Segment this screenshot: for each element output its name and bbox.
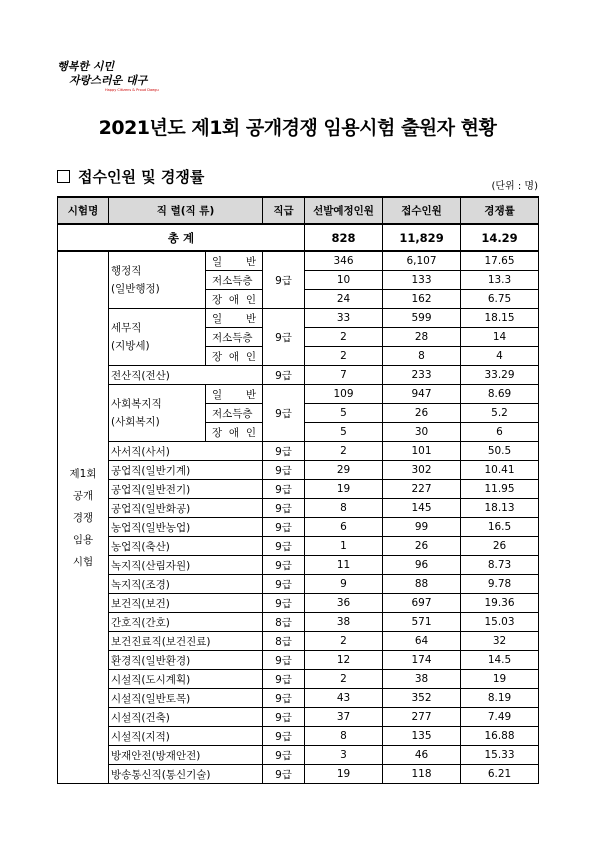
sub-category: 일 반 — [206, 385, 263, 404]
grade: 9급 — [263, 708, 305, 727]
series-name: 농업직(축산) — [109, 537, 263, 556]
series-name: 공업직(일반기계) — [109, 461, 263, 480]
grade: 8급 — [263, 632, 305, 651]
series-name-line: 사회복지직 — [111, 398, 162, 410]
planned: 2 — [305, 347, 383, 366]
applicants: 64 — [383, 632, 461, 651]
ratio: 19 — [461, 670, 539, 689]
header-applicants: 접수인원 — [383, 197, 461, 224]
applicants: 174 — [383, 651, 461, 670]
sub-category: 장 애 인 — [206, 290, 263, 309]
exam-name-line: 시험 — [72, 555, 94, 568]
grade: 9급 — [263, 480, 305, 499]
exam-name-line: 공개 — [72, 489, 94, 502]
series-name-line: (사회복지) — [111, 416, 160, 428]
planned: 19 — [305, 480, 383, 499]
total-planned: 828 — [305, 224, 383, 251]
planned: 24 — [305, 290, 383, 309]
planned: 5 — [305, 404, 383, 423]
grade: 9급 — [263, 594, 305, 613]
planned: 37 — [305, 708, 383, 727]
ratio: 18.13 — [461, 499, 539, 518]
series-name: 환경직(일반환경) — [109, 651, 263, 670]
header-grade: 직급 — [263, 197, 305, 224]
applicants: 46 — [383, 746, 461, 765]
ratio: 8.69 — [461, 385, 539, 404]
daegu-slogan-logo — [57, 56, 167, 92]
table-row — [58, 251, 539, 271]
grade: 9급 — [263, 746, 305, 765]
grade: 9급 — [263, 309, 305, 366]
grade: 9급 — [263, 670, 305, 689]
applicants-table — [57, 196, 539, 784]
grade: 9급 — [263, 461, 305, 480]
ratio: 6.21 — [461, 765, 539, 784]
grade: 9급 — [263, 251, 305, 309]
planned: 109 — [305, 385, 383, 404]
grade: 9급 — [263, 556, 305, 575]
ratio: 11.95 — [461, 480, 539, 499]
table-row — [58, 727, 539, 746]
planned: 33 — [305, 309, 383, 328]
series-name: 시설직(지적) — [109, 727, 263, 746]
section-heading — [57, 166, 204, 187]
sub-category: 장 애 인 — [206, 347, 263, 366]
applicants: 227 — [383, 480, 461, 499]
total-label: 총 계 — [58, 224, 305, 251]
table-row — [58, 613, 539, 632]
total-row — [58, 224, 539, 251]
table-row — [58, 746, 539, 765]
series-name — [109, 251, 206, 309]
planned: 10 — [305, 271, 383, 290]
ratio: 13.3 — [461, 271, 539, 290]
ratio: 14 — [461, 328, 539, 347]
planned: 29 — [305, 461, 383, 480]
applicants: 697 — [383, 594, 461, 613]
table-row — [58, 670, 539, 689]
sub-category: 장 애 인 — [206, 423, 263, 442]
applicants: 118 — [383, 765, 461, 784]
header-planned: 선발예정인원 — [305, 197, 383, 224]
planned: 1 — [305, 537, 383, 556]
ratio: 15.03 — [461, 613, 539, 632]
table-row — [58, 499, 539, 518]
header-exam: 시험명 — [58, 197, 109, 224]
logo-subtext: Happy Citizens & Proud Daegu — [105, 88, 159, 92]
series-name — [109, 385, 206, 442]
applicants: 947 — [383, 385, 461, 404]
ratio: 18.15 — [461, 309, 539, 328]
table-header-row — [58, 197, 539, 224]
planned: 2 — [305, 442, 383, 461]
series-name: 사서직(사서) — [109, 442, 263, 461]
ratio: 8.19 — [461, 689, 539, 708]
logo-text-line2: 자랑스러운 대구 — [69, 74, 148, 87]
series-name: 녹지직(산림자원) — [109, 556, 263, 575]
table-row — [58, 537, 539, 556]
applicants: 96 — [383, 556, 461, 575]
exam-name-line: 임용 — [72, 533, 94, 546]
grade: 9급 — [263, 442, 305, 461]
series-name: 시설직(일반토목) — [109, 689, 263, 708]
table-row — [58, 632, 539, 651]
sub-category: 저소득층 — [206, 404, 263, 423]
exam-name — [58, 251, 109, 784]
series-name — [109, 309, 206, 366]
grade: 9급 — [263, 651, 305, 670]
table-row — [58, 575, 539, 594]
total-ratio: 14.29 — [461, 224, 539, 251]
total-applicants: 11,829 — [383, 224, 461, 251]
series-name-line: (지방세) — [111, 340, 150, 352]
planned: 19 — [305, 765, 383, 784]
planned: 8 — [305, 499, 383, 518]
grade: 9급 — [263, 765, 305, 784]
applicants: 26 — [383, 537, 461, 556]
applicants: 88 — [383, 575, 461, 594]
planned: 11 — [305, 556, 383, 575]
series-name: 농업직(일반농업) — [109, 518, 263, 537]
unit-label: (단위 : 명) — [491, 181, 538, 192]
applicants: 30 — [383, 423, 461, 442]
applicants: 233 — [383, 366, 461, 385]
series-name: 보건직(보건) — [109, 594, 263, 613]
grade: 9급 — [263, 366, 305, 385]
table-row — [58, 765, 539, 784]
grade: 9급 — [263, 689, 305, 708]
planned: 346 — [305, 251, 383, 271]
applicants: 571 — [383, 613, 461, 632]
table-row — [58, 708, 539, 727]
series-name: 방송통신직(통신기술) — [109, 765, 263, 784]
planned: 2 — [305, 632, 383, 651]
sub-category: 일 반 — [206, 309, 263, 328]
applicants: 99 — [383, 518, 461, 537]
ratio: 19.36 — [461, 594, 539, 613]
planned: 5 — [305, 423, 383, 442]
ratio: 4 — [461, 347, 539, 366]
series-name: 시설직(건축) — [109, 708, 263, 727]
series-name: 간호직(간호) — [109, 613, 263, 632]
sub-category: 저소득층 — [206, 271, 263, 290]
table-row — [58, 689, 539, 708]
ratio: 32 — [461, 632, 539, 651]
series-name: 시설직(도시계획) — [109, 670, 263, 689]
ratio: 26 — [461, 537, 539, 556]
planned: 38 — [305, 613, 383, 632]
sub-category: 저소득층 — [206, 328, 263, 347]
ratio: 16.5 — [461, 518, 539, 537]
series-name: 녹지직(조경) — [109, 575, 263, 594]
applicants: 599 — [383, 309, 461, 328]
applicants: 133 — [383, 271, 461, 290]
ratio: 6 — [461, 423, 539, 442]
grade: 9급 — [263, 575, 305, 594]
table-row — [58, 594, 539, 613]
applicants: 8 — [383, 347, 461, 366]
checkbox-square-icon — [57, 170, 70, 183]
table-row — [58, 385, 539, 404]
ratio: 33.29 — [461, 366, 539, 385]
ratio: 16.88 — [461, 727, 539, 746]
exam-name-line: 경쟁 — [72, 511, 94, 524]
applicants: 6,107 — [383, 251, 461, 271]
table-row — [58, 480, 539, 499]
grade: 9급 — [263, 385, 305, 442]
series-name: 전산직(전산) — [109, 366, 263, 385]
ratio: 15.33 — [461, 746, 539, 765]
table-row — [58, 442, 539, 461]
ratio: 6.75 — [461, 290, 539, 309]
planned: 8 — [305, 727, 383, 746]
table-row — [58, 556, 539, 575]
ratio: 50.5 — [461, 442, 539, 461]
header-ratio: 경쟁률 — [461, 197, 539, 224]
series-name: 공업직(일반전기) — [109, 480, 263, 499]
table-row — [58, 461, 539, 480]
grade: 9급 — [263, 537, 305, 556]
planned: 3 — [305, 746, 383, 765]
planned: 43 — [305, 689, 383, 708]
grade: 9급 — [263, 499, 305, 518]
applicants: 145 — [383, 499, 461, 518]
planned: 2 — [305, 328, 383, 347]
grade: 9급 — [263, 727, 305, 746]
applicants: 277 — [383, 708, 461, 727]
logo-text-line1: 행복한 시민 — [57, 60, 114, 73]
ratio: 17.65 — [461, 251, 539, 271]
applicants: 352 — [383, 689, 461, 708]
ratio: 5.2 — [461, 404, 539, 423]
table-row — [58, 651, 539, 670]
series-name: 방재안전(방재안전) — [109, 746, 263, 765]
table-row — [58, 366, 539, 385]
exam-name-line: 제1회 — [69, 467, 97, 480]
planned: 12 — [305, 651, 383, 670]
planned: 36 — [305, 594, 383, 613]
planned: 2 — [305, 670, 383, 689]
ratio: 7.49 — [461, 708, 539, 727]
planned: 9 — [305, 575, 383, 594]
ratio: 14.5 — [461, 651, 539, 670]
ratio: 10.41 — [461, 461, 539, 480]
applicants: 28 — [383, 328, 461, 347]
ratio: 8.73 — [461, 556, 539, 575]
planned: 6 — [305, 518, 383, 537]
sub-category: 일 반 — [206, 251, 263, 271]
ratio: 9.78 — [461, 575, 539, 594]
header-series: 직 렬(직 류) — [109, 197, 263, 224]
series-name: 공업직(일반화공) — [109, 499, 263, 518]
page-title: 2021년도 제1회 공개경쟁 임용시험 출원자 현황 — [98, 117, 497, 139]
section-title: 접수인원 및 경쟁률 — [78, 168, 205, 186]
applicants: 38 — [383, 670, 461, 689]
table-row — [58, 309, 539, 328]
series-name-line: 행정직 — [111, 265, 142, 277]
series-name-line: 세무직 — [111, 322, 142, 334]
applicants: 101 — [383, 442, 461, 461]
planned: 7 — [305, 366, 383, 385]
series-name-line: (일반행정) — [111, 283, 160, 295]
applicants: 135 — [383, 727, 461, 746]
grade: 9급 — [263, 518, 305, 537]
grade: 8급 — [263, 613, 305, 632]
table-row — [58, 518, 539, 537]
applicants: 162 — [383, 290, 461, 309]
series-name: 보건진료직(보건진료) — [109, 632, 263, 651]
applicants: 302 — [383, 461, 461, 480]
applicants: 26 — [383, 404, 461, 423]
